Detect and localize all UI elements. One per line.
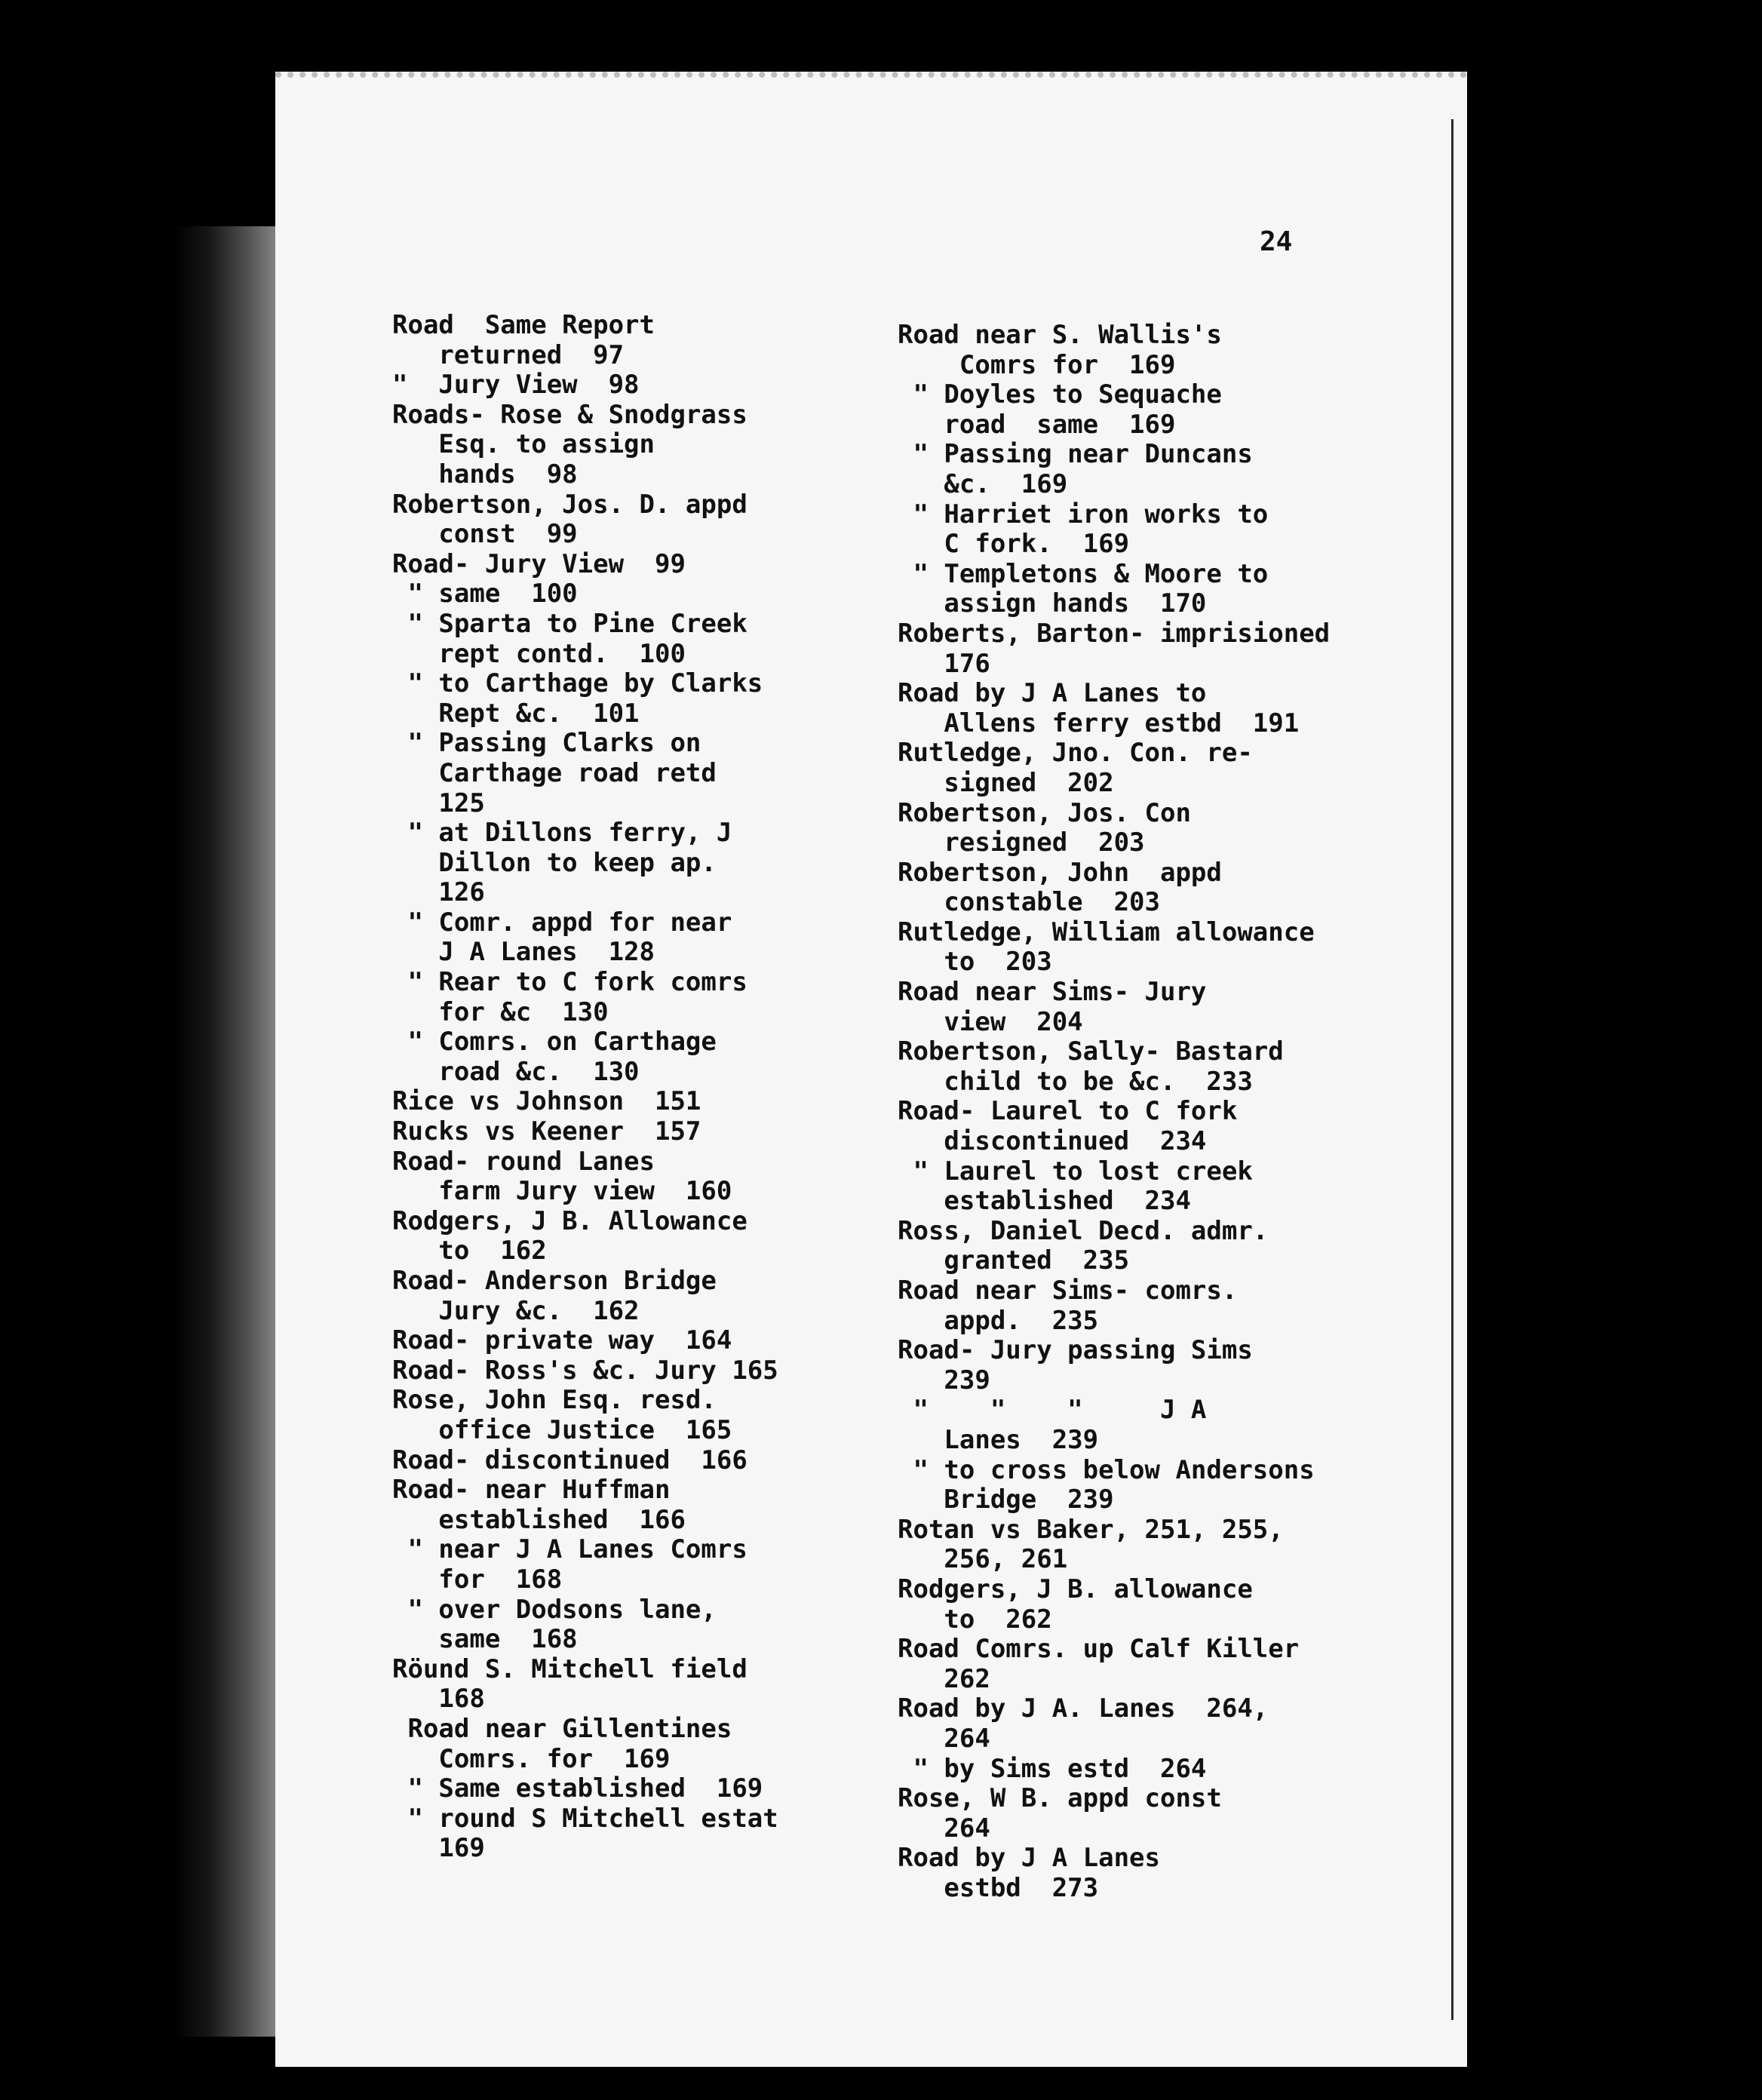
index-entry-line: Robertson, Sally- Bastard <box>898 1036 1284 1067</box>
index-entry-line: C fork. 169 <box>898 529 1130 560</box>
index-entry-line: Road- discontinued 166 <box>392 1445 747 1475</box>
index-entry-line: " Sparta to Pine Creek <box>392 608 747 639</box>
index-entry-line: Road by J A Lanes to <box>898 678 1207 709</box>
index-entry-line: 169 <box>392 1833 485 1864</box>
index-entry-line: returned 97 <box>392 339 625 370</box>
index-entry-line: Road- private way 164 <box>392 1325 732 1356</box>
index-entry-line: hands 98 <box>392 459 578 490</box>
index-entry-line: const 99 <box>392 519 578 550</box>
index-entry-line: Ross, Daniel Decd. admr. <box>898 1215 1269 1246</box>
index-entry-line: Esq. to assign <box>392 429 655 460</box>
index-entry-line: granted 235 <box>898 1245 1130 1276</box>
index-entry-line: Carthage road retd <box>392 757 717 788</box>
index-entry-line: Dillon to keep ap. <box>392 847 717 878</box>
index-entry-line: " Comr. appd for near <box>392 907 732 938</box>
index-entry-line: Robertson, Jos. Con <box>898 797 1191 828</box>
index-entry-line: estbd 273 <box>898 1872 1099 1903</box>
index-entry-line: assign hands 170 <box>898 588 1207 619</box>
index-entry-line: appd. 235 <box>898 1305 1099 1336</box>
index-entry-line: 262 <box>898 1663 990 1694</box>
index-entry-line: road same 169 <box>898 409 1176 440</box>
index-entry-line: Rutledge, Jno. Con. re- <box>898 738 1253 769</box>
index-entry-line: Comrs. for 169 <box>392 1743 671 1774</box>
index-entry-line: Road- Ross's &c. Jury 165 <box>392 1355 778 1386</box>
left-index-column <box>392 311 778 1864</box>
index-entry-line: &c. 169 <box>898 468 1068 499</box>
page-edge-shadow <box>173 226 275 2037</box>
index-entry-line: to 262 <box>898 1604 1052 1635</box>
index-entry-line: Road near S. Wallis's <box>898 320 1222 350</box>
index-entry-line: " Laurel to lost creek <box>898 1156 1253 1187</box>
index-entry-line: same 168 <box>392 1624 578 1655</box>
index-entry-line: " over Dodsons lane, <box>392 1594 717 1625</box>
index-entry-line: Road- Jury passing Sims <box>898 1335 1253 1366</box>
index-entry-line: " at Dillons ferry, J <box>392 818 732 849</box>
index-entry-line: farm Jury view 160 <box>392 1176 732 1207</box>
index-entry-line: Roads- Rose & Snodgrass <box>392 399 747 430</box>
index-entry-line: " same 100 <box>392 579 578 609</box>
index-entry-line: constable 203 <box>898 887 1160 918</box>
page-fold-edge <box>1451 119 1453 2020</box>
index-entry-line: Road near Sims- Jury <box>898 977 1207 1008</box>
index-entry-line: for &c 130 <box>392 996 609 1027</box>
index-entry-line: 239 <box>898 1365 990 1395</box>
index-entry-line: discontinued 234 <box>898 1126 1207 1157</box>
index-entry-line: to 162 <box>392 1236 547 1266</box>
index-entry-line: " round S Mitchell estat <box>392 1803 778 1834</box>
index-entry-line: Road Comrs. up Calf Killer <box>898 1634 1300 1665</box>
index-entry-line: view 204 <box>898 1006 1083 1037</box>
index-entry-line: " Doyles to Sequache <box>898 379 1222 410</box>
index-entry-line: " near J A Lanes Comrs <box>392 1534 747 1565</box>
index-entry-line: resigned 203 <box>898 827 1145 858</box>
index-entry-line: " Rear to C fork comrs <box>392 967 747 998</box>
index-entry-line: 264 <box>898 1813 990 1844</box>
index-entry-line: established 166 <box>392 1504 686 1535</box>
index-entry-line: Road- round Lanes <box>392 1146 655 1177</box>
index-entry-line: Rodgers, J B. allowance <box>898 1573 1253 1604</box>
index-entry-line: 168 <box>392 1684 485 1715</box>
index-entry-line: " Templetons & Moore to <box>898 558 1269 589</box>
index-entry-line: for 168 <box>392 1564 563 1595</box>
index-entry-line: child to be &c. 233 <box>898 1066 1253 1097</box>
index-entry-line: Road- Anderson Bridge <box>392 1266 717 1296</box>
index-entry-line: office Justice 165 <box>392 1414 732 1445</box>
index-entry-line: " Passing Clarks on <box>392 728 701 759</box>
index-entry-line: Rept &c. 101 <box>392 698 640 729</box>
index-entry-line: 125 <box>392 788 485 818</box>
index-entry-line: " to Carthage by Clarks <box>392 668 763 699</box>
index-entry-line: " Jury View 98 <box>392 370 640 401</box>
index-entry-line: Road- near Huffman <box>392 1475 671 1506</box>
index-entry-line: Lanes 239 <box>898 1424 1099 1455</box>
index-entry-line: " Same established 169 <box>392 1773 763 1804</box>
index-entry-line: 126 <box>392 877 485 908</box>
index-entry-line: " Comrs. on Carthage <box>392 1027 717 1058</box>
index-entry-line: Rotan vs Baker, 251, 255, <box>898 1514 1284 1545</box>
index-entry-line: J A Lanes 128 <box>392 937 655 968</box>
index-entry-line: Rose, W B. appd const <box>898 1783 1222 1814</box>
index-entry-line: " " " J A <box>898 1395 1207 1426</box>
index-entry-line: Rutledge, William allowance <box>898 916 1315 947</box>
index-entry-line: 264 <box>898 1723 990 1754</box>
index-entry-line: Road by J A Lanes <box>898 1843 1160 1874</box>
index-entry-line: signed 202 <box>898 767 1114 798</box>
index-entry-line: Road- Laurel to C fork <box>898 1096 1238 1127</box>
index-entry-line: Rodgers, J B. Allowance <box>392 1205 747 1236</box>
index-entry-line: established 234 <box>898 1186 1191 1217</box>
index-entry-line: Allens ferry estbd 191 <box>898 708 1300 738</box>
index-entry-line: Rose, John Esq. resd. <box>392 1385 717 1416</box>
index-entry-line: Road near Gillentines <box>392 1713 732 1744</box>
index-entry-line: Road- Jury View 99 <box>392 548 686 579</box>
index-entry-line: Road Same Report <box>392 310 655 340</box>
index-entry-line: Bridge 239 <box>898 1484 1114 1515</box>
index-entry-line: Jury &c. 162 <box>392 1295 640 1326</box>
index-entry-line: Röund S. Mitchell field <box>392 1653 747 1684</box>
index-entry-line: Road by J A. Lanes 264, <box>898 1693 1269 1724</box>
index-entry-line: Rice vs Johnson 151 <box>392 1086 701 1117</box>
index-entry-line: Comrs for 169 <box>898 349 1176 380</box>
index-entry-line: Rucks vs Keener 157 <box>392 1116 701 1147</box>
index-entry-line: Robertson, Jos. D. appd <box>392 489 747 520</box>
index-entry-line: 176 <box>898 648 990 679</box>
index-entry-line: " by Sims estd 264 <box>898 1753 1207 1784</box>
index-entry-line: " Passing near Duncans <box>898 439 1253 470</box>
index-entry-line: to 203 <box>898 947 1052 978</box>
index-entry-line: Roberts, Barton- imprisioned <box>898 618 1331 649</box>
index-entry-line: road &c. 130 <box>392 1056 640 1087</box>
index-entry-line: Road near Sims- comrs. <box>898 1276 1238 1306</box>
index-entry-line: rept contd. 100 <box>392 638 686 669</box>
index-entry-line: Robertson, John appd <box>898 857 1222 888</box>
index-entry-line: " Harriet iron works to <box>898 499 1269 530</box>
index-entry-line: " to cross below Andersons <box>898 1454 1315 1485</box>
page-number: 24 <box>1260 226 1293 257</box>
right-index-column <box>898 321 1330 1903</box>
index-entry-line: 256, 261 <box>898 1544 1068 1575</box>
